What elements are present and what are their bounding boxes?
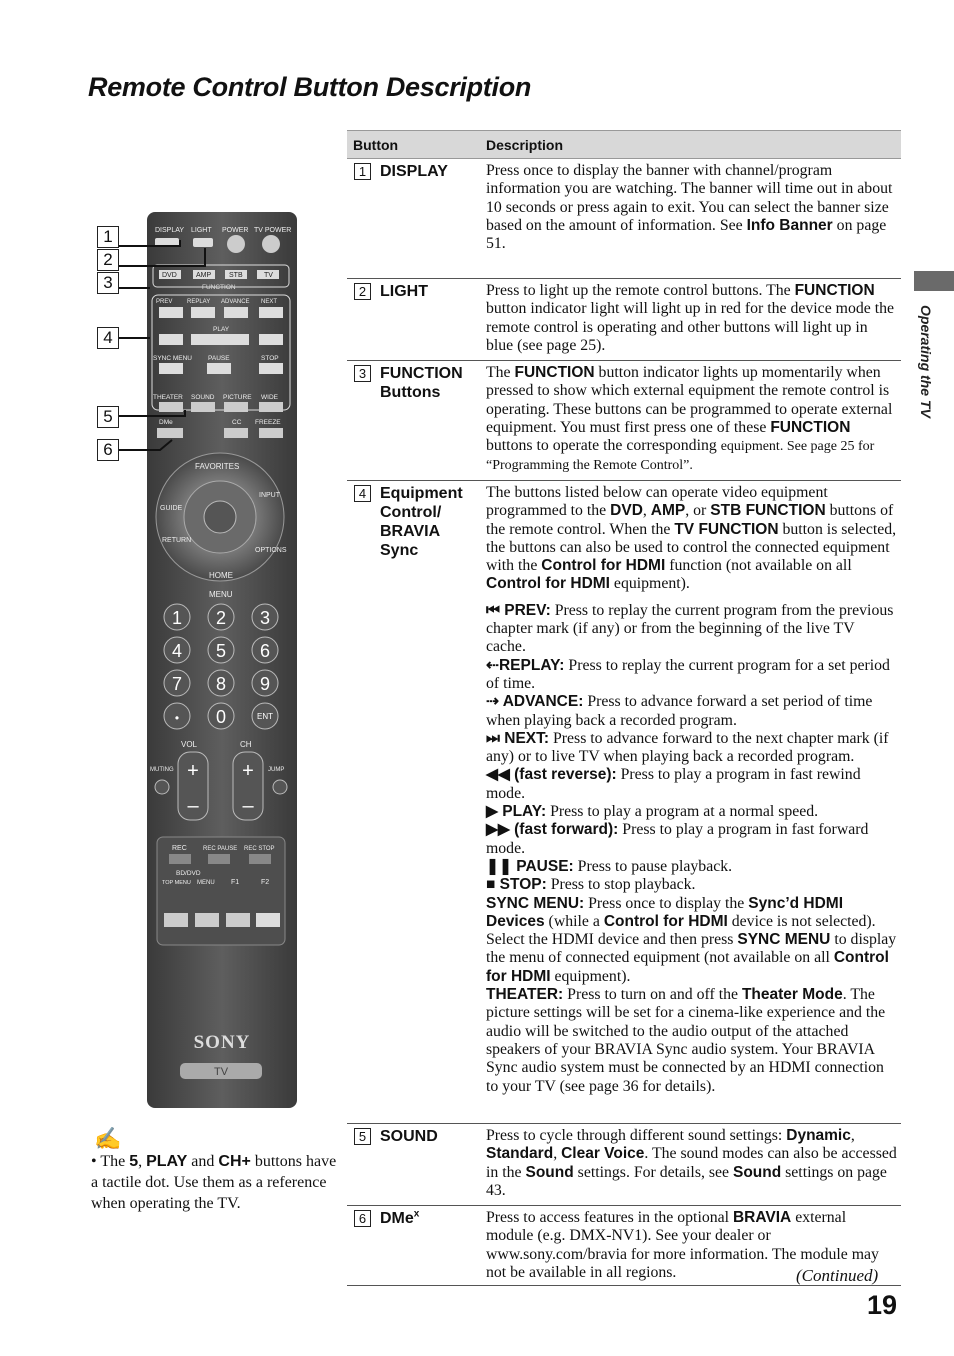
table-row: 6 DMe$^x$ Press to access features in the optional BRAVIA external module (e.g. DMX-NV1). See your dealer or www.sony.com/bravia for more information. The module may not be available in all regions. (347, 1206, 901, 1286)
svg-text:FREEZE: FREEZE (255, 419, 281, 426)
svg-text:REC: REC (172, 845, 187, 852)
svg-text:ADVANCE: ADVANCE (221, 299, 250, 305)
callout-1: 1 (97, 226, 119, 248)
header-description: Description (486, 136, 564, 153)
svg-text:TOP MENU: TOP MENU (162, 880, 191, 886)
callout-6: 6 (97, 439, 119, 461)
callout-2: 2 (97, 249, 119, 271)
table-header (347, 130, 901, 159)
svg-text:FAVORITES: FAVORITES (195, 462, 240, 471)
power-label: POWER (222, 227, 249, 234)
table-row: 2 LIGHT Press to light up the remote control buttons. The FUNCTION button indicator light will light up in red for the device mode the remote control is operating and other buttons will light up in blue (see page 25). (347, 279, 901, 361)
svg-text:4: 4 (171, 641, 183, 661)
svg-text:BD/DVD: BD/DVD (176, 870, 201, 877)
svg-text:DMe: DMe (159, 419, 173, 426)
svg-text:TV: TV (264, 272, 273, 279)
svg-text:SOUND: SOUND (191, 394, 215, 401)
section-tab-label: Operating the TV (918, 305, 934, 418)
svg-text:0: 0 (215, 707, 227, 727)
svg-text:INPUT: INPUT (259, 492, 280, 499)
sony-logo: SONY (193, 1032, 251, 1053)
display-label: DISPLAY (155, 227, 185, 234)
svg-text:–: – (242, 795, 254, 817)
page-number: 19 (867, 1290, 898, 1320)
table-row: 1 DISPLAY Press once to display the banner with channel/program information you are watching. The banner will time out in about 10 seconds or press again to exit. You can select the banner size based on the amount of information. See Info Banner on page 51. (347, 159, 901, 279)
svg-text:CC: CC (232, 419, 242, 426)
svg-text:SYNC MENU: SYNC MENU (153, 355, 193, 362)
svg-text:JUMP: JUMP (268, 767, 285, 773)
svg-text:7: 7 (171, 674, 183, 694)
svg-text:CH: CH (240, 740, 252, 749)
svg-text:3: 3 (259, 608, 271, 628)
svg-text:ENT: ENT (257, 712, 273, 721)
svg-text:F2: F2 (261, 879, 270, 886)
svg-text:STB: STB (229, 272, 243, 279)
svg-text:NEXT: NEXT (261, 299, 278, 305)
callout-4: 4 (97, 327, 119, 349)
svg-text:DVD: DVD (162, 272, 177, 279)
svg-text:6: 6 (259, 641, 271, 661)
svg-text:F1: F1 (231, 879, 240, 886)
svg-text:PICTURE: PICTURE (223, 394, 252, 401)
svg-text:+: + (187, 760, 199, 782)
svg-text:AMP: AMP (196, 272, 212, 279)
svg-text:REC PAUSE: REC PAUSE (203, 846, 238, 852)
continued-label: (Continued) (796, 1266, 879, 1285)
svg-text:STOP: STOP (261, 355, 279, 362)
svg-text:RETURN: RETURN (162, 537, 192, 544)
svg-text:+: + (242, 760, 254, 782)
tactile-dot-note: • The 5, PLAY and CH+ buttons have a tactile dot. Use them as a reference when operating the TV. (91, 1153, 337, 1212)
svg-text:–: – (187, 795, 199, 817)
svg-text:OPTIONS: OPTIONS (255, 547, 287, 554)
svg-text:8: 8 (215, 674, 227, 694)
svg-text:THEATER: THEATER (153, 394, 183, 401)
svg-text:PLAY: PLAY (213, 326, 230, 333)
svg-text:GUIDE: GUIDE (160, 505, 183, 512)
page-title: Remote Control Button Description (88, 72, 532, 102)
svg-text:TV: TV (213, 1066, 229, 1078)
tv-power-label: TV POWER (254, 227, 292, 234)
header-button: Button (353, 136, 399, 153)
svg-text:5: 5 (215, 641, 227, 661)
svg-text:PAUSE: PAUSE (208, 355, 230, 362)
table-row: 5 SOUND Press to cycle through different sound settings: Dynamic, Standard, Clear Voice. The sound modes can also be accessed in the Sound settings. For details, see Sound settings on page 43. (347, 1124, 901, 1206)
callout-5: 5 (97, 406, 119, 428)
callout-3: 3 (97, 272, 119, 294)
table-row: 4 Equipment Control/ BRAVIA Sync The buttons listed below can operate video equipment programmed to the DVD, AMP, or STB FUNCTION buttons of the remote control. When the TV FUNCTION button is selected, the buttons can also be used to control the connected equipment with the Control for HDMI function (not available on all Control for HDMI equipment). ⏮ PREV: Press to replay the current program from the previous chapter mark (if any) or from the beginning of the live TV cache. ⇠REPLAY: Press to replay the current program for a set period of time. ⇢ ADVANCE: Press to advance forward a set period of time when playing back a recorded program. ⏭ NEXT: Press to advance forward to the next chapter mark (if any) or to live TV when playing back a recorded program. ◀◀ (fast reverse): Press to play a program in fast rewind mode. ▶ PLAY: Press to play a program at a normal speed. ▶▶ (fast forward): Press to play a program in fast forward mode. ❚❚ PAUSE: Press to pause playback. ■ STOP: Press to stop playback. SYNC MENU: Press once to display the Sync’d HDMI Devices (while a Control for HDMI device is not selected). Select the HDMI device and then press SYNC MENU to display the menu of connected equipment (not available on all Control for HDMI equipment). THEATER: Press to turn on and off the Theater Mode. The picture settings will be set for a cinema-like experience and the audio will be switched to the audio output of the attached speakers of your BRAVIA Sync audio system. Your BRAVIA Sync audio system must be connected by an HDMI connection to your TV (see page 36 for details). (347, 481, 901, 1124)
svg-text:•: • (174, 711, 180, 725)
button-name: LIGHT (380, 283, 428, 300)
button-description-table (347, 130, 901, 1286)
svg-text:MUTING: MUTING (150, 767, 174, 773)
button-name: Equipment Control/ BRAVIA Sync (380, 485, 463, 559)
svg-text:2: 2 (215, 608, 227, 628)
button-name: SOUND (380, 1128, 438, 1145)
svg-text:FUNCTION: FUNCTION (202, 284, 236, 291)
svg-text:9: 9 (259, 674, 271, 694)
table-row: 3 FUNCTION Buttons The FUNCTION button indicator lights up momentarily when pressed to show which external equipment the remote control is operating. These buttons can be programmed to operate external equipment. You must first press one of these FUNCTION buttons to operate the corresponding equipment. See page 25 for “Programming the Remote Control”. (347, 361, 901, 481)
svg-text:HOME: HOME (209, 571, 233, 580)
svg-text:PREV: PREV (156, 299, 173, 305)
svg-text:MENU: MENU (197, 880, 215, 886)
button-name: FUNCTION Buttons (380, 365, 463, 401)
svg-text:REC STOP: REC STOP (244, 846, 275, 852)
svg-text:VOL: VOL (181, 740, 198, 749)
svg-text:WIDE: WIDE (261, 394, 278, 401)
svg-text:REPLAY: REPLAY (187, 299, 211, 305)
button-name: DMe$^x$ (380, 1208, 420, 1227)
light-label: LIGHT (191, 227, 212, 234)
button-name: DISPLAY (380, 163, 448, 180)
svg-text:MENU: MENU (209, 590, 233, 599)
svg-text:1: 1 (171, 608, 183, 628)
note-pencil-icon: ✍ (94, 1126, 122, 1151)
